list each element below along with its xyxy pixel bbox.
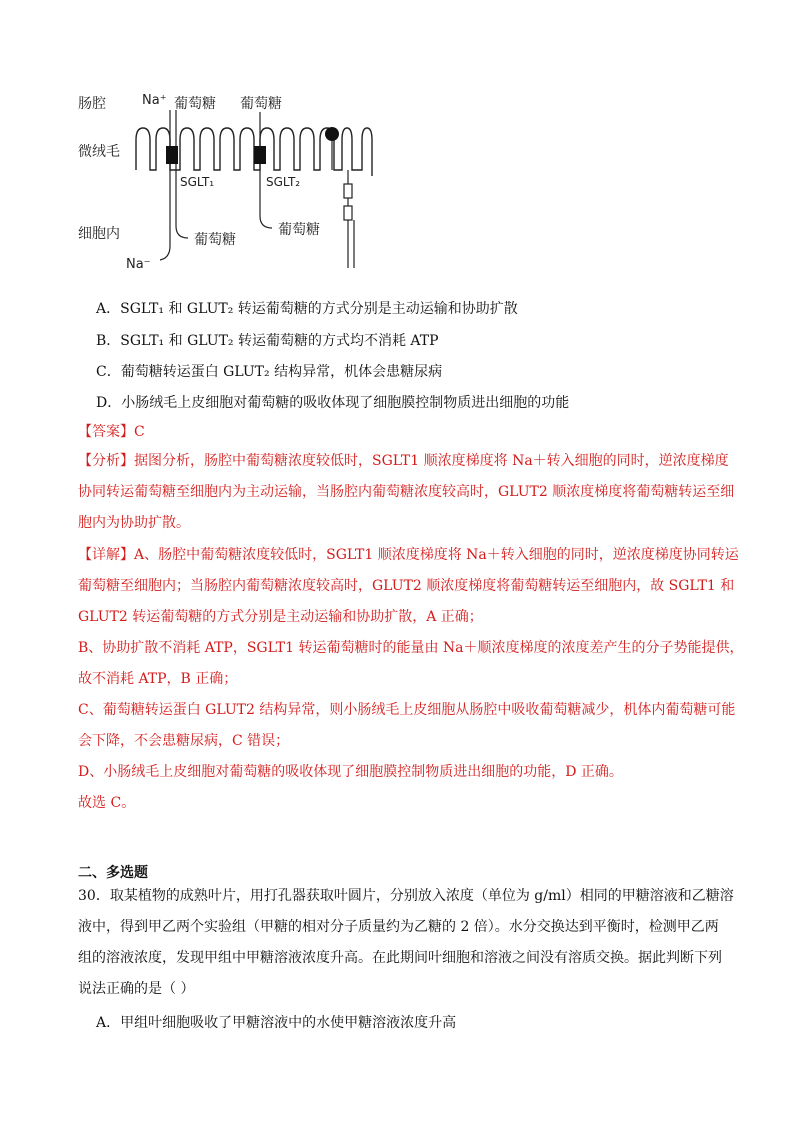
detail-line-7: 会下降，不会患糖尿病，C 错误； bbox=[78, 733, 290, 749]
question-option-a: A．甲组叶细胞吸收了甲糖溶液中的水使甲糖溶液浓度升高 bbox=[96, 1015, 457, 1031]
label-na-top: Na⁺ bbox=[142, 93, 167, 108]
detail-line-2: 葡萄糖至细胞内；当肠腔内葡萄糖浓度较高时，GLUT2 顺浓度梯度将葡萄糖转运至细胞内，故 SGLT1 和 bbox=[78, 578, 735, 594]
section-heading: 二、多选题 bbox=[78, 865, 148, 881]
receptor-knob bbox=[325, 127, 339, 141]
detail-line-9: 故选 C。 bbox=[78, 795, 136, 811]
detail-line-5: 故不消耗 ATP，B 正确； bbox=[78, 671, 238, 687]
analysis-line-2: 协同转运葡萄糖至细胞内为主动运输，当肠腔内葡萄糖浓度较高时，GLUT2 顺浓度梯度将葡萄糖转运至细 bbox=[78, 484, 735, 500]
question-line-3: 组的溶液浓度，发现甲组中甲糖溶液浓度升高。在此期间叶细胞和溶液之间没有溶质交换。据此判断下列 bbox=[78, 950, 722, 966]
option-b: B．SGLT₁ 和 GLUT₂ 转运葡萄糖的方式均不消耗 ATP bbox=[96, 333, 439, 349]
label-glucose-bottom-1: 葡萄糖 bbox=[194, 232, 236, 248]
label-glucose-bottom-2: 葡萄糖 bbox=[278, 222, 320, 238]
glut2-protein bbox=[254, 146, 266, 164]
label-sglt2: SGLT₂ bbox=[266, 175, 301, 189]
option-c: C．葡萄糖转运蛋白 GLUT₂ 结构异常，机体会患糖尿病 bbox=[96, 364, 443, 380]
label-na-bottom: Na⁻ bbox=[126, 257, 151, 272]
detail-line-8: D、小肠绒毛上皮细胞对葡萄糖的吸收体现了细胞膜控制物质进出细胞的功能，D 正确。 bbox=[78, 764, 623, 780]
label-lumen: 肠腔 bbox=[78, 96, 106, 112]
option-a: A．SGLT₁ 和 GLUT₂ 转运葡萄糖的方式分别是主动运输和协助扩散 bbox=[96, 301, 518, 317]
glucose-transport-diagram bbox=[76, 86, 376, 276]
detail-line-3: GLUT2 转运葡萄糖的方式分别是主动运输和协助扩散，A 正确； bbox=[78, 609, 483, 625]
analysis-line-3: 胞内为协助扩散。 bbox=[78, 515, 190, 531]
analysis-line-1: 【分析】据图分析，肠腔中葡萄糖浓度较低时，SGLT1 顺浓度梯度将 Na＋转入细胞的同时，逆浓度梯度 bbox=[78, 453, 729, 469]
label-glucose-top-1: 葡萄糖 bbox=[174, 96, 216, 112]
label-cell: 细胞内 bbox=[78, 226, 120, 242]
sglt1-protein bbox=[166, 146, 178, 164]
question-line-4: 说法正确的是（ ） bbox=[78, 981, 195, 997]
anchor-segment-1 bbox=[344, 184, 352, 198]
label-villi: 微绒毛 bbox=[78, 144, 120, 160]
detail-line-4: B、协助扩散不消耗 ATP，SGLT1 转运葡萄糖时的能量由 Na＋顺浓度梯度的浓度差产生的分子势能提供， bbox=[78, 640, 744, 656]
anchor-segment-2 bbox=[344, 206, 352, 220]
detail-line-1: 【详解】A、肠腔中葡萄糖浓度较低时，SGLT1 顺浓度梯度将 Na＋转入细胞的同时，逆浓度梯度协同转运 bbox=[78, 547, 739, 563]
label-glucose-top-2: 葡萄糖 bbox=[240, 96, 282, 112]
answer-line: 【答案】C bbox=[78, 424, 145, 440]
question-line-1: 30．取某植物的成熟叶片，用打孔器获取叶圆片，分别放入浓度（单位为 g/ml）相同的甲糖溶液和乙糖溶 bbox=[78, 888, 734, 904]
option-d: D．小肠绒毛上皮细胞对葡萄糖的吸收体现了细胞膜控制物质进出细胞的功能 bbox=[96, 395, 570, 411]
detail-line-6: C、葡萄糖转运蛋白 GLUT2 结构异常，则小肠绒毛上皮细胞从肠腔中吸收葡萄糖减少，机体内葡萄糖可能 bbox=[78, 702, 736, 718]
question-line-2: 液中，得到甲乙两个实验组（甲糖的相对分子质量约为乙糖的 2 倍）。水分交换达到平衡时，检测甲乙两 bbox=[78, 919, 719, 935]
label-sglt1: SGLT₁ bbox=[180, 175, 215, 189]
